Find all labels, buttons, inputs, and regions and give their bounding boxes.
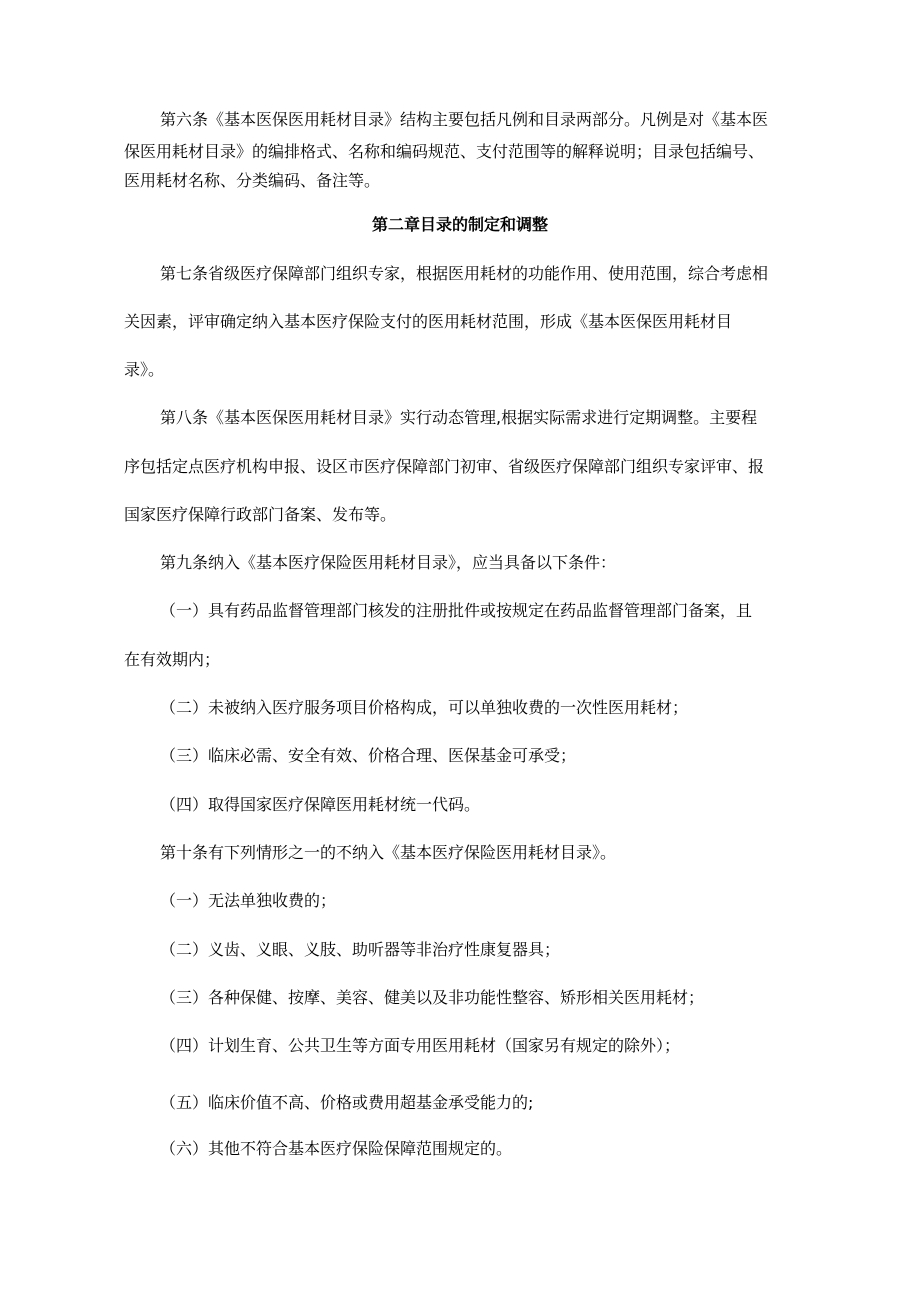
article-7-line-2: 关因素，评审确定纳入基本医疗保险支付的医用耗材范围，形成《基本医保医用耗材目: [124, 312, 733, 331]
article-10-line-1: 第十条有下列情形之一的不纳入《基本医疗保险医用耗材目录》。: [160, 843, 617, 862]
article-9-item-4: （四）取得国家医疗保障医用耗材统一代码。: [160, 795, 481, 814]
article-9-item-2: （二）未被纳入医疗服务项目价格构成，可以单独收费的一次性医用耗材；: [160, 698, 689, 717]
article-10-item-1: （一）无法单独收费的；: [160, 891, 337, 910]
article-9-item-3: （三）临床必需、安全有效、价格合理、医保基金可承受；: [160, 746, 577, 765]
article-10-item-2: （二）义齿、义眼、义肢、助听器等非治疗性康复器具；: [160, 940, 561, 959]
article-6-line-2: 保医用耗材目录》的编排格式、名称和编码规范、支付范围等的解释说明；目录包括编号、: [124, 142, 765, 161]
article-6-line-1: 第六条《基本医保医用耗材目录》结构主要包括凡例和目录两部分。凡例是对《基本医: [160, 110, 769, 129]
article-7-line-3: 录》。: [124, 360, 165, 379]
article-8-line-3: 国家医疗保障行政部门备案、发布等。: [124, 505, 397, 524]
article-8-line-2: 序包括定点医疗机构申报、设区市医疗保障部门初审、省级医疗保障部门组织专家评审、报: [124, 457, 765, 476]
article-6-line-3: 医用耗材名称、分类编码、备注等。: [124, 171, 381, 190]
article-7-line-1: 第七条省级医疗保障部门组织专家，根据医用耗材的功能作用、使用范围，综合考虑相: [160, 264, 769, 283]
article-10-item-3: （三）各种保健、按摩、美容、健美以及非功能性整容、矫形相关医用耗材；: [160, 988, 705, 1007]
article-10-item-6: （六）其他不符合基本医疗保险保障范围规定的。: [160, 1139, 513, 1158]
chapter-2-heading: 第二章目录的制定和调整: [371, 215, 548, 234]
article-9-item-1-line-2: 在有效期内；: [124, 650, 221, 669]
article-8-line-1: 第八条《基本医保医用耗材目录》实行动态管理,根据实际需求进行定期调整。主要程: [160, 408, 758, 427]
article-9-item-1-line-1: （一）具有药品监督管理部门核发的注册批件或按规定在药品监督管理部门备案，且: [160, 601, 753, 620]
article-9-line-1: 第九条纳入《基本医疗保险医用耗材目录》，应当具备以下条件：: [160, 553, 617, 572]
article-10-item-5: （五）临床价值不高、价格或费用超基金承受能力的;: [160, 1093, 534, 1112]
article-10-item-4: （四）计划生育、公共卫生等方面专用医用耗材（国家另有规定的除外）；: [160, 1036, 681, 1055]
